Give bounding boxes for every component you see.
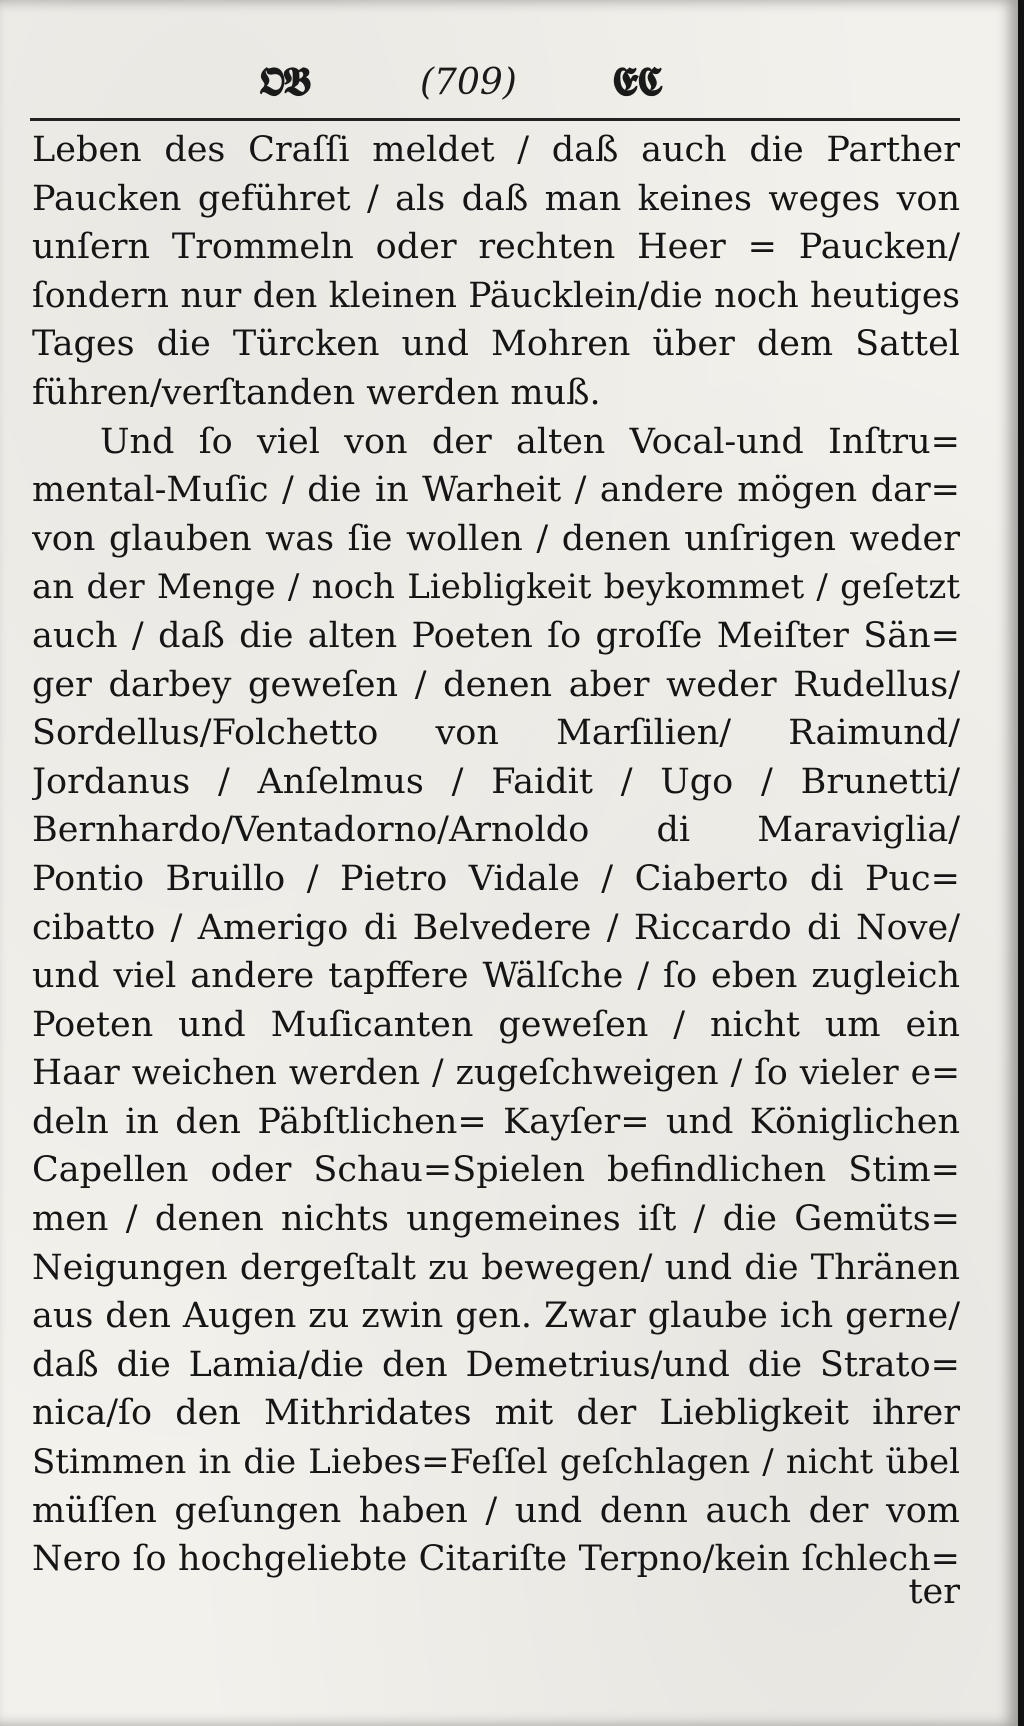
text-line: ſondern nur den kleinen Päucklein/die noch heutiges [32,275,960,316]
text-line: Jordanus / Anſelmus / Faidit / Ugo / Brunetti/ [32,761,960,802]
text-line: Nero ſo hochgeliebte Citariſte Terpno/kein ſchlech= [32,1539,960,1580]
text-line: Capellen oder Schau=Spielen befindlichen Stim= [32,1150,960,1191]
catchword: ter [908,1572,960,1612]
body-text [32,126,960,1584]
text-line: auch / daß die alten Poeten ſo groſſe Meiſter Sän= [32,615,960,656]
header-ornament-left: 𝕺𝕭 [258,58,309,105]
text-line: cibatto / Amerigo di Belvedere / Riccardo di Nove/ [32,907,960,948]
header-rule [30,118,960,121]
text-line: Pontio Bruillo / Pietro Vidale / Ciaberto di Puc= [32,858,960,899]
text-line: deln in den Päbſtlichen= Kayſer= und Königlichen [32,1101,960,1142]
text-line: Stimmen in die Liebes=Feſſel geſchlagen / nicht übel [32,1442,960,1483]
text-line: daß die Lamia/die den Demetrius/und die Strato= [32,1344,960,1385]
text-line: Paucken geführet / als daß man keines weges von [32,178,960,219]
text-line: Leben des Craſſi meldet / daß auch die Parther [32,130,960,170]
text-line: müſſen geſungen haben / und denn auch der vom [32,1490,960,1531]
text-line: von glauben was ſie wollen / denen unſrigen weder [32,518,960,559]
text-line: unſern Trommeln oder rechten Heer = Paucken/ [32,227,960,268]
text-line: und viel andere tapffere Wälſche / ſo eben zugleich [32,956,960,997]
text-line: Sordellus/Folchetto von Marſilien/ Raimund/ [32,713,960,754]
text-line: mental-Muſic / die in Warheit / andere mögen dar= [32,470,960,511]
text-line: Poeten und Muſicanten geweſen / nicht um ein [32,1004,960,1045]
text-line: Bernhardo/Ventadorno/Arnoldo di Maraviglia/ [32,810,960,851]
paragraph-start-line: Und ſo viel von der alten Vocal-und Inſtru= [100,421,960,462]
header-ornament-right: 𝕰𝕮 [612,58,662,105]
text-line: Haar weichen werden / zugeſchweigen / ſo vieler e= [32,1053,960,1094]
page-header [0,58,1018,118]
text-line: Neigungen dergeſtalt zu bewegen/ und die Thränen [32,1247,960,1288]
text-line: men / denen nichts ungemeines iſt / die Gemüts= [32,1199,960,1240]
text-line: ger darbey geweſen / denen aber weder Rudellus/ [32,664,960,705]
text-line: führen/verſtanden werden muß. [32,372,601,413]
text-line: an der Menge / noch Liebligkeit beykommet / geſetzt [32,567,960,608]
page-number: (709) [420,62,517,103]
text-line: Tages die Türcken und Mohren über dem Sattel [32,324,960,365]
text-line: nica/ſo den Mithridates mit der Liebligkeit ihrer [32,1393,960,1434]
text-line: aus den Augen zu zwin gen. Zwar glaube ich gerne/ [32,1296,960,1337]
